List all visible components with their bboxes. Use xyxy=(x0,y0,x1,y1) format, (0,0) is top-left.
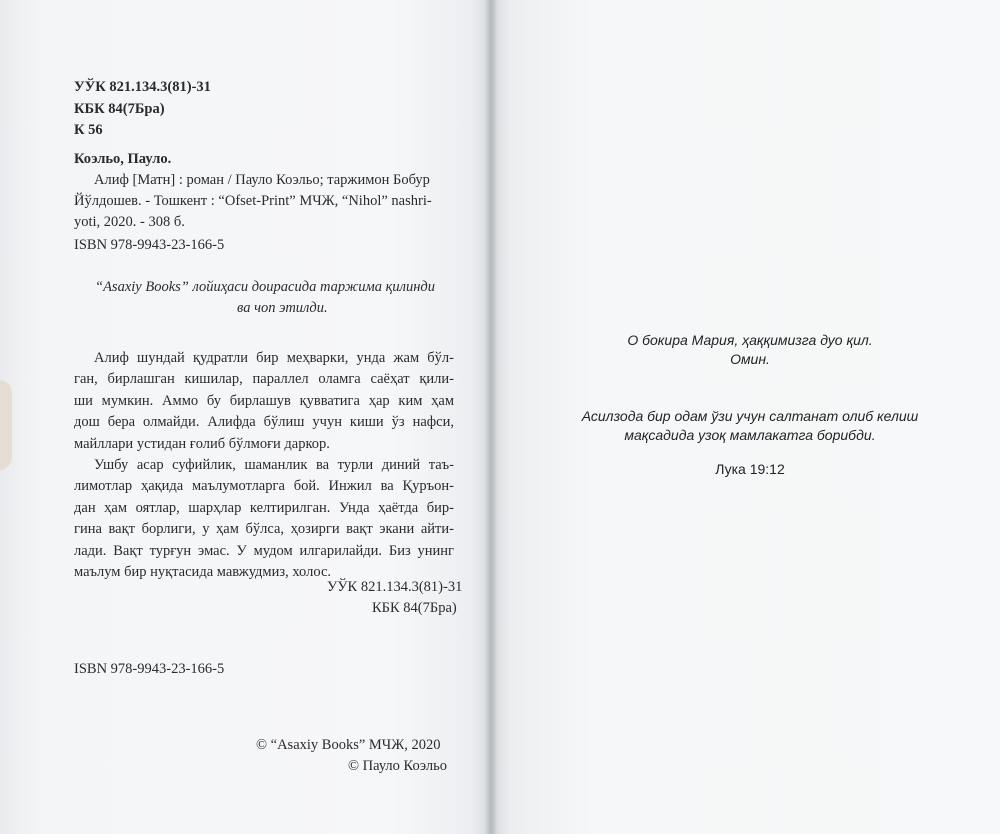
para1-line: ши мумкин. Аммо бу бирлашув қувватига ҳар ким ҳам xyxy=(74,392,454,409)
annotation-paragraph-1 xyxy=(74,348,454,455)
para1-line: дош бера олмайди. Алифда бўлиш учун киши ўз нафси, xyxy=(74,414,454,431)
copyright-author: © Пауло Коэльо xyxy=(348,758,447,774)
para2-line: гина вақт борлиги, у ҳам бўлса, ҳозирги вақт экани айти- xyxy=(74,521,454,538)
book-spine xyxy=(484,0,498,834)
para2-line: дан ҳам оятлар, шарҳлар келтирилган. Унда ҳаётда бир- xyxy=(74,499,454,516)
para1-line: майллари устидан ғолиб бўлмоғи даркор. xyxy=(74,435,330,452)
k-code: К 56 xyxy=(74,122,103,138)
author-heading: Коэльо, Пауло. xyxy=(74,151,172,167)
biblio-line-2: Йўлдошев. - Тошкент : “Ofset-Print” МЧЖ, “Nihol” nashri- xyxy=(74,193,432,209)
isbn-bottom: ISBN 978-9943-23-166-5 xyxy=(74,661,225,677)
prayer-line-2: Омин. xyxy=(730,351,770,367)
epigraph-line-2: мақсадида узоқ мамлакатга борибди. xyxy=(624,427,876,443)
udk-code-top: УЎК 821.134.3(81)-31 xyxy=(74,79,211,95)
kbk-code-top: КБК 84(7Бра) xyxy=(74,101,165,117)
biblio-line-1: Алиф [Матн] : роман / Пауло Коэльо; таржимон Бобур xyxy=(94,172,430,188)
para2-line: лимотлар ҳақида маълумотларга бой. Инжил ва Қуръон- xyxy=(74,478,454,495)
para1-line: ган, бирлашган кишилар, параллел оламга саёҳат қили- xyxy=(74,371,454,388)
para2-line: лади. Вақт турғун эмас. У мудом илгарилайди. Биз унинг xyxy=(74,542,454,559)
para1-line: Алиф шундай қудратли бир меҳварки, унда жам бўл- xyxy=(94,350,454,366)
project-note-line-1: “Asaxiy Books” лойиҳаси доирасида таржима қилинди xyxy=(95,279,435,295)
prayer-line-1: О бокира Мария, ҳаққимизга дуо қил. xyxy=(627,332,873,348)
udk-code-bottom: УЎК 821.134.3(81)-31 xyxy=(327,579,463,595)
copyright-publisher: © “Asaxiy Books” МЧЖ, 2020 xyxy=(256,737,441,753)
kbk-code-bottom: КБК 84(7Бра) xyxy=(372,600,457,616)
epigraph-line-1: Асилзода бир одам ўзи учун салтанат олиб келиш xyxy=(581,408,919,424)
project-note-line-2: ва чоп этилди. xyxy=(237,300,328,316)
isbn-top: ISBN 978-9943-23-166-5 xyxy=(74,237,225,253)
biblio-line-3: yoti, 2020. - 308 б. xyxy=(74,214,185,230)
bible-reference: Лука 19:12 xyxy=(715,461,785,477)
page-tab-edge xyxy=(0,380,12,470)
annotation-paragraph-2 xyxy=(74,455,454,583)
para2-line: Ушбу асар суфийлик, шаманлик ва турли диний таъ- xyxy=(94,457,454,473)
para2-line: маълум бир нуқтасида мавжудмиз, холос. xyxy=(74,564,332,581)
